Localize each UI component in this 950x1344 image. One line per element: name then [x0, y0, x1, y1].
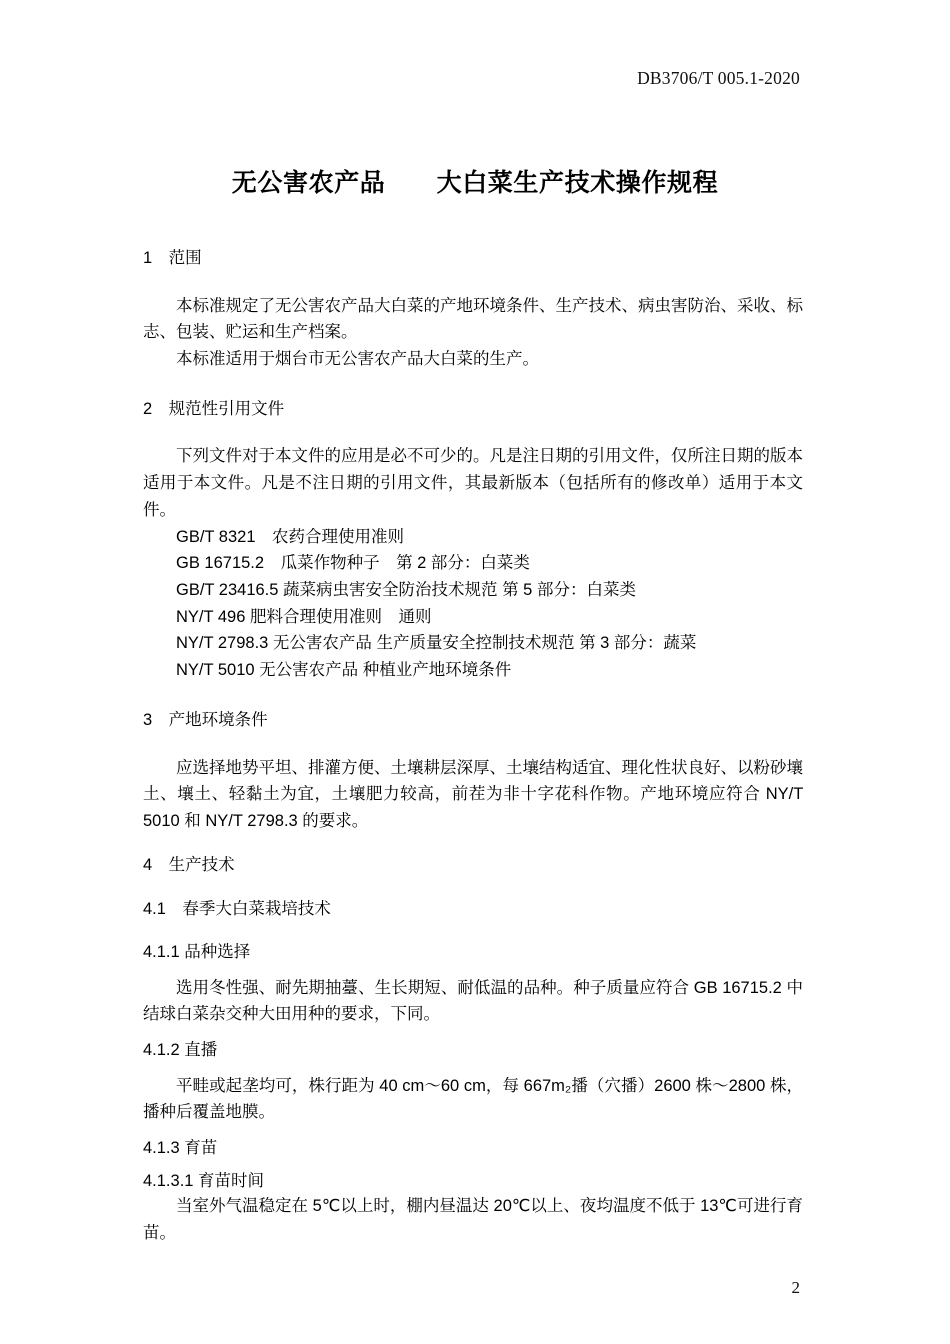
spacer: [143, 684, 803, 710]
section-1-paragraph-2: 本标准适用于烟台市无公害农产品大白菜的生产。: [176, 350, 539, 369]
page-number: 2: [791, 1278, 800, 1297]
spacer: [143, 835, 803, 855]
document-header-standard-code: DB3706/T 005.1-2020: [637, 68, 800, 88]
reference-item: GB/T 23416.5 蔬菜病虫害安全防治技术规范 第 5 部分：白菜类: [176, 581, 636, 599]
heading-section-2: 2 规范性引用文件: [143, 399, 285, 418]
section-3-paragraph-1: 应选择地势平坦、排灌方便、土壤耕层深厚、土壤结构适宜、理化性状良好、以粉砂壤土、壤土、轻黏土为宜，土壤肥力较高，前茬为非十字花科作物。产地环境应符合 NY/T 5010 和 NY/T 2798.3 的要求。: [143, 758, 820, 830]
document-body: [143, 248, 820, 1247]
reference-item: GB 16715.2 瓜菜作物种子 第 2 部分：白菜类: [176, 554, 530, 573]
document-title: 无公害农产品 大白菜生产技术操作规程: [231, 169, 719, 197]
reference-item: NY/T 5010 无公害农产品 种植业产地环境条件: [176, 661, 512, 680]
section-4-1-3-1-paragraph-1: 当室外气温稳定在 5℃以上时，棚内昼温达 20℃以上、夜均温度不低于 13℃可进行育苗。: [143, 1197, 803, 1242]
section-4-1-1-paragraph-1: 选用冬性强、耐先期抽薹、生长期短、耐低温的品种。种子质量应符合 GB 16715.2 中结球白菜杂交种大田用种的要求，下同。: [143, 978, 803, 1024]
heading-section-4: 4 生产技术: [143, 855, 235, 874]
reference-item: NY/T 2798.3 无公害农产品 生产质量安全控制技术规范 第 3 部分：蔬菜: [176, 634, 697, 653]
heading-section-1: 1 范围: [143, 249, 202, 267]
heading-section-4-1-1: 4.1.1 品种选择: [143, 942, 251, 961]
heading-section-4-1: 4.1 春季大白菜栽培技术: [143, 900, 331, 919]
normative-references-list: [143, 524, 803, 684]
section-2-paragraph-1: 下列文件对于本文件的应用是必不可少的。凡是注日期的引用文件，仅所注日期的版本适用于本文件。凡是不注日期的引用文件，其最新版本（包括所有的修改单）适用于本文件。: [143, 447, 803, 519]
heading-section-4-1-3: 4.1.3 育苗: [143, 1139, 218, 1158]
reference-item: GB/T 8321 农药合理使用准则: [176, 527, 404, 546]
section-1-paragraph-1: 本标准规定了无公害农产品大白菜的产地环境条件、生产技术、病虫害防治、采收、标志、包装、贮运和生产档案。: [143, 296, 803, 342]
spacer: [143, 1028, 803, 1040]
spacer: [143, 373, 803, 399]
spacer: [143, 1126, 803, 1138]
heading-section-4-1-3-1: 4.1.3.1 育苗时间: [143, 1171, 265, 1190]
heading-section-3: 3 产地环境条件: [143, 710, 268, 729]
heading-section-4-1-2: 4.1.2 直播: [143, 1040, 218, 1059]
reference-item: NY/T 496 肥料合理使用准则 通则: [176, 607, 432, 626]
section-4-1-2-paragraph-1: 平畦或起垄均可，株行距为 40 cm～60 cm，每 667m₂播（穴播）2600 株～2800 株，播种后覆盖地膜。: [143, 1076, 803, 1122]
